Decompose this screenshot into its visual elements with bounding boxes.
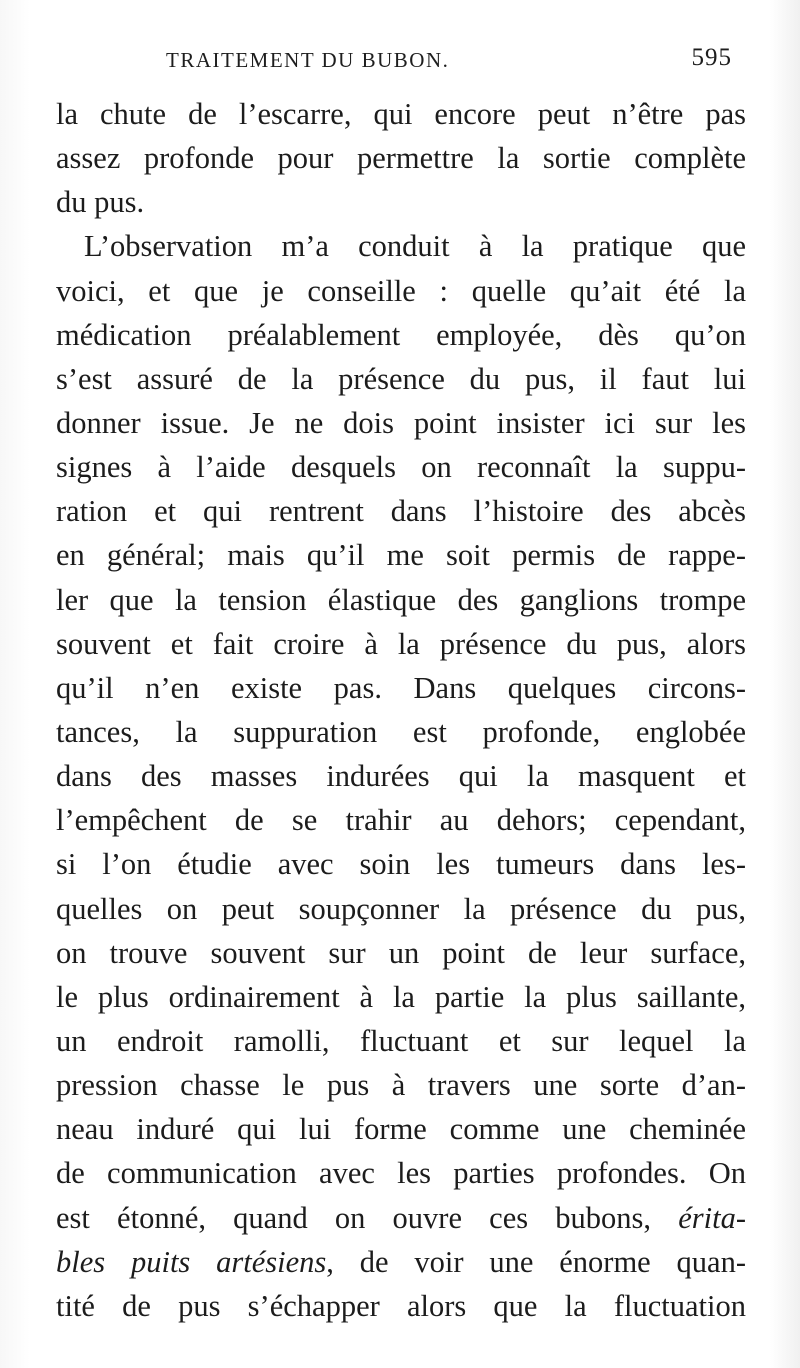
text-line: neau induré qui lui forme comme une cheminée	[56, 1112, 746, 1147]
text-line: signes à l’aide desquels on reconnaît la suppu-	[56, 450, 746, 485]
text-line: un endroit ramolli, fluctuant et sur lequel la	[56, 1023, 746, 1058]
text-line: ration et qui rentrent dans l’histoire des abcès	[56, 494, 746, 529]
text-line: la chute de l’escarre, qui encore peut n’être pas	[56, 97, 746, 131]
text-line: donner issue. Je ne dois point insister ici sur les	[56, 405, 746, 440]
text-line: ler que la tension élastique des ganglions trompe	[56, 582, 746, 617]
italic-segment: bles puits artésiens	[56, 1244, 327, 1279]
italic-segment: érita-	[678, 1200, 746, 1235]
text-segment: , de voir une énorme quan-	[326, 1244, 746, 1279]
text-line: médication préalablement employée, dès qu’on	[56, 317, 746, 352]
text-line: L’observation m’a conduit à la pratique que	[84, 229, 746, 264]
text-line: l’empêchent de se trahir au dehors; cependant,	[56, 803, 746, 838]
running-title: TRAITEMENT DU BUBON.	[166, 48, 450, 72]
text-line: de communication avec les parties profondes. On	[56, 1156, 746, 1191]
text-line: si l’on étudie avec soin les tumeurs dans les-	[56, 847, 746, 882]
page-number: 595	[691, 44, 732, 71]
text-line: quelles on peut soupçonner la présence du pus,	[56, 891, 746, 926]
text-line	[56, 1240, 746, 1284]
text-line: tité de pus s’échapper alors que la fluctuation	[56, 1288, 746, 1323]
text-line: voici, et que je conseille : quelle qu’ait été la	[56, 273, 746, 308]
text-line: dans des masses indurées qui la masquent et	[56, 759, 746, 794]
text-line: en général; mais qu’il me soit permis de rappe-	[56, 538, 746, 573]
text-line: on trouve souvent sur un point de leur surface,	[56, 935, 746, 970]
text-segment: est étonné, quand on ouvre ces bubons,	[56, 1200, 679, 1235]
text-line: s’est assuré de la présence du pus, il faut lui	[56, 361, 746, 396]
text-line: tances, la suppuration est profonde, englobée	[56, 714, 746, 749]
text-line	[56, 1196, 746, 1240]
text-line: assez profonde pour permettre la sortie complète	[56, 141, 746, 176]
text-line: qu’il n’en existe pas. Dans quelques circons-	[56, 670, 746, 705]
text-line: pression chasse le pus à travers une sorte d’an-	[56, 1068, 746, 1103]
page-header	[56, 38, 736, 78]
body-text	[56, 92, 746, 1328]
text-line: le plus ordinairement à la partie la plus saillante,	[56, 979, 746, 1014]
text-line: souvent et fait croire à la présence du pus, alors	[56, 626, 746, 661]
text-line: du pus.	[56, 185, 145, 220]
